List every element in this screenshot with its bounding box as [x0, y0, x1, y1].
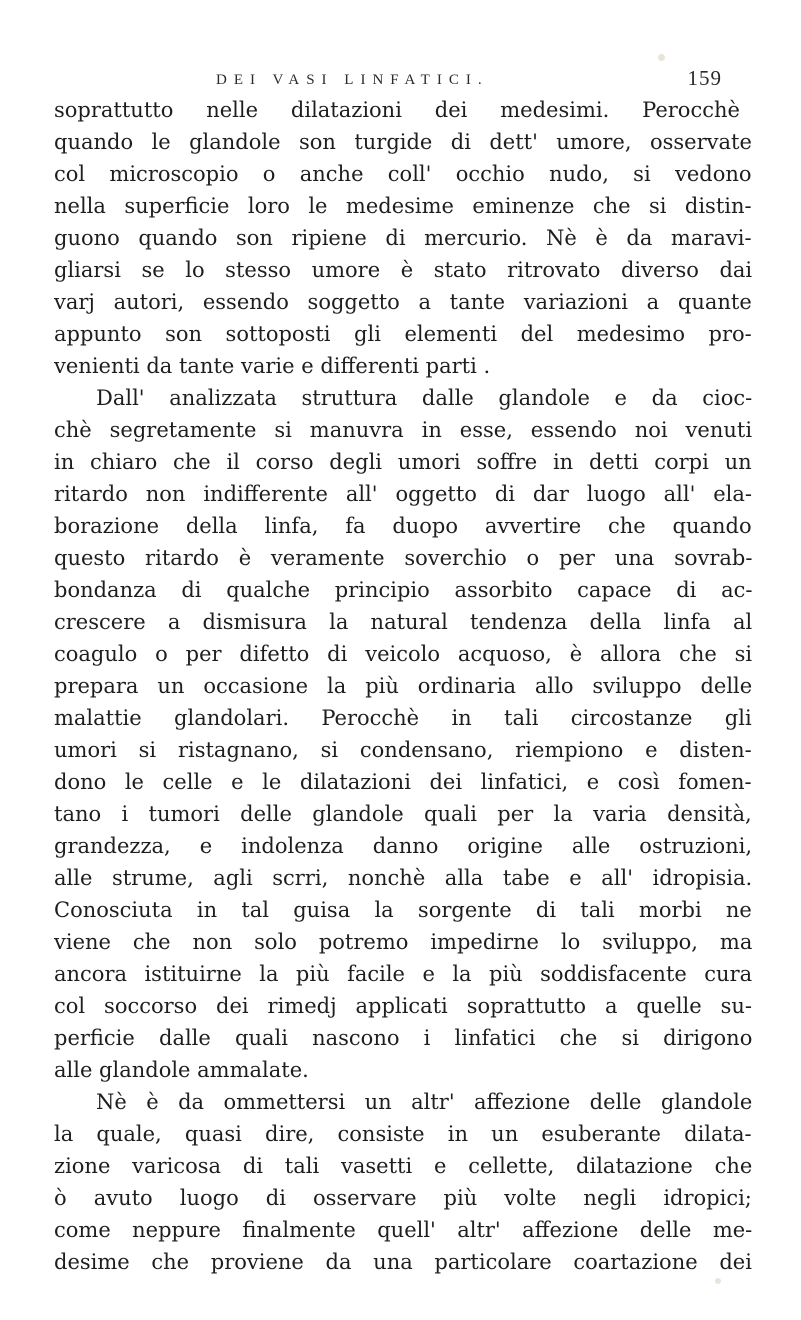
text-line: in chiaro che il corso degli umori soffre in detti corpi un	[54, 450, 752, 474]
text-line: borazione della linfa, fa duopo avvertire che quando	[54, 514, 752, 538]
text-line: Conosciuta in tal guisa la sorgente di tali morbi ne	[54, 898, 752, 922]
text-line: la quale, quasi dire, consiste in un esuberante dilata-	[54, 1122, 752, 1146]
text-line: varj autori, essendo soggetto a tante variazioni a quante	[54, 290, 752, 314]
text-line: ritardo non indifferente all' oggetto di dar luogo all' ela-	[54, 482, 753, 506]
text-line: guono quando son ripiene di mercurio. Nè è da maravi-	[54, 226, 752, 250]
text-line: desime che proviene da una particolare coartazione dei	[54, 1250, 752, 1274]
text-line: Nè è da ommettersi un altr' affezione delle glandole	[96, 1090, 753, 1114]
text-line: nella superficie loro le medesime eminenze che si distin-	[54, 194, 752, 218]
text-line: bondanza di qualche principio assorbito capace di ac-	[54, 578, 753, 602]
text-line: appunto son sottoposti gli elementi del medesimo pro-	[54, 322, 752, 346]
text-line: venienti da tante varie e differenti parti .	[54, 354, 491, 378]
text-line: come neppure finalmente quell' altr' affezione delle me-	[54, 1218, 753, 1242]
text-line: alle strume, agli scrri, nonchè alla tabe e all' idropisia.	[54, 866, 753, 890]
text-line: gliarsi se lo stesso umore è stato ritrovato diverso dai	[54, 258, 753, 282]
text-line: viene che non solo potremo impedirne lo sviluppo, ma	[54, 930, 753, 954]
text-line: chè segretamente si manuvra in esse, essendo noi venuti	[54, 418, 753, 442]
text-line: alle glandole ammalate.	[54, 1058, 309, 1082]
text-line: zione varicosa di tali vasetti e cellette, dilatazione che	[54, 1154, 753, 1178]
text-line: perficie dalle quali nascono i linfatici che si dirigono	[54, 1026, 753, 1050]
text-line: Dall' analizzata struttura dalle glandole e da cioc-	[96, 386, 753, 410]
text-line: grandezza, e indolenza danno origine alle ostruzioni,	[54, 834, 753, 858]
text-line: umori si ristagnano, si condensano, riempiono e disten-	[54, 738, 752, 762]
text-line: quando le glandole son turgide di dett' umore, osservate	[54, 130, 752, 154]
text-line: prepara un occasione la più ordinaria allo sviluppo delle	[54, 674, 753, 698]
text-line: col microscopio o anche coll' occhio nudo, si vedono	[54, 162, 752, 186]
text-line: malattie glandolari. Perocchè in tali circostanze gli	[54, 706, 752, 730]
paper-stain	[658, 54, 665, 61]
text-line: col soccorso dei rimedj applicati soprattutto a quelle su-	[54, 994, 752, 1018]
text-line: questo ritardo è veramente soverchio o per una sovrab-	[54, 546, 753, 570]
text-line: crescere a dismisura la natural tendenza della linfa al	[54, 610, 753, 634]
text-line: ò avuto luogo di osservare più volte negli idropici;	[54, 1186, 752, 1210]
paper-stain	[715, 1278, 721, 1284]
text-line: tano i tumori delle glandole quali per la varia densità,	[54, 802, 752, 826]
text-line: ancora istituirne la più facile e la più soddisfacente cura	[54, 962, 753, 986]
text-line: soprattutto nelle dilatazioni dei medesimi. Perocchè	[54, 98, 740, 122]
text-line: dono le celle e le dilatazioni dei linfatici, e così fomen-	[54, 770, 752, 794]
running-head	[96, 66, 736, 96]
page-number: 159	[687, 66, 722, 90]
running-title: DEI VASI LINFATICI.	[216, 72, 489, 88]
text-line: coagulo o per difetto di veicolo acquoso, è allora che si	[54, 642, 753, 666]
